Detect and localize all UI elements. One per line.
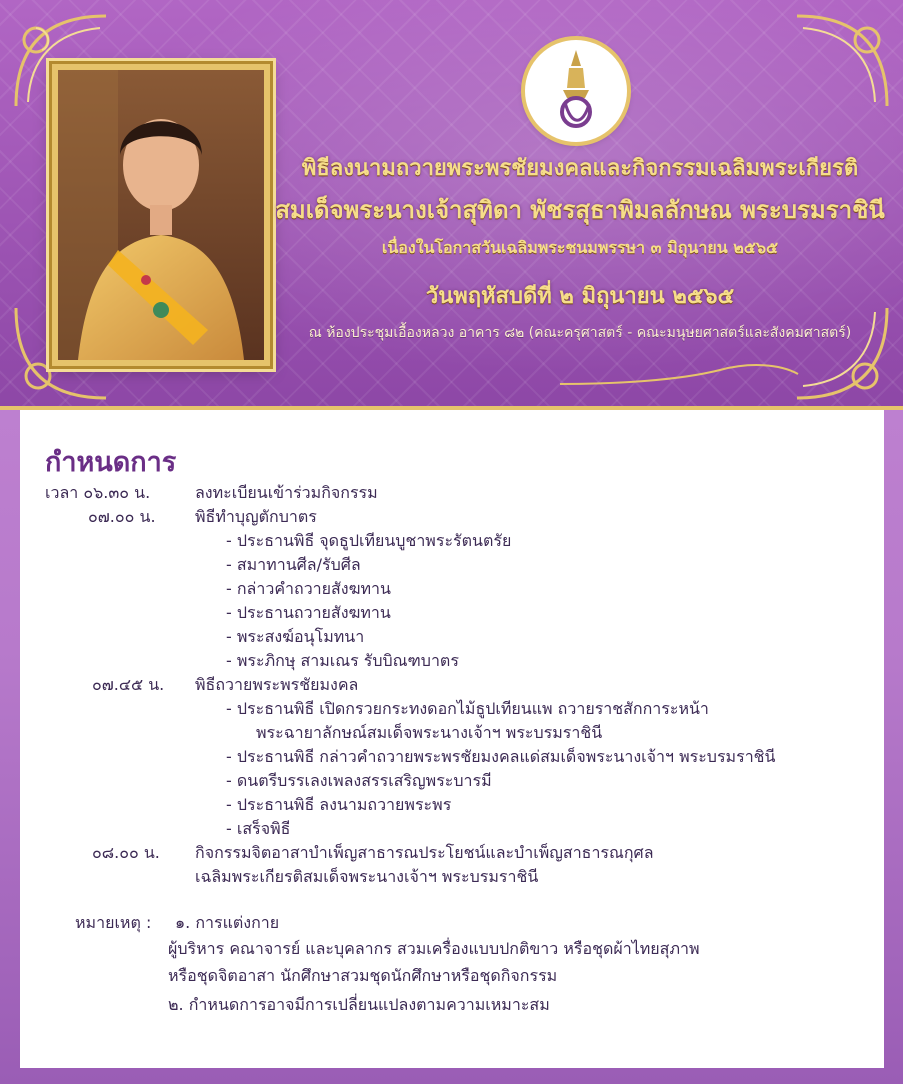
schedule-heading: กำหนดการ [45, 447, 177, 478]
ornament-bottom-right-icon [777, 298, 897, 408]
notes-label: หมายเหตุ : [75, 913, 152, 932]
ornament-top-right-icon [777, 6, 897, 116]
row-text: - ประธานพิธี ลงนามถวายพระพร [226, 795, 452, 814]
row-text: - ดนตรีบรรเลงเพลงสรรเสริญพระบารมี [226, 771, 492, 790]
row-text: เฉลิมพระเกียรติสมเด็จพระนางเจ้าฯ พระบรมราชินี [195, 867, 539, 886]
queen-name: สมเด็จพระนางเจ้าสุทิดา พัชรสุธาพิมลลักษณ พระบรมราชินี [275, 196, 885, 224]
row-text: - ประธานถวายสังฆทาน [226, 603, 391, 622]
royal-emblem [525, 40, 627, 142]
event-date: วันพฤหัสบดีที่ ๒ มิถุนายน ๒๕๖๕ [425, 284, 735, 309]
portrait-frame [52, 64, 270, 366]
row-time: ๐๘.๐๐ น. [92, 843, 160, 862]
schedule-list [20, 410, 884, 1068]
row-text: พิธีถวายพระพรชัยมงคล [195, 675, 359, 694]
row-text: - พระสงฆ์อนุโมทนา [226, 627, 365, 646]
row-time: ๐๗.๔๕ น. [92, 675, 165, 694]
row-time: เวลา ๐๖.๓๐ น. [45, 483, 151, 502]
row-text: กิจกรรมจิตอาสาบำเพ็ญสาธารณประโยชน์และบำเพ็ญสาธารณกุศล [195, 843, 654, 862]
ceremony-title: พิธีลงนามถวายพระพรชัยมงคลและกิจกรรมเฉลิมพระเกียรติ [301, 156, 859, 181]
note-line: ผู้บริหาร คณาจารย์ และบุคลากร สวมเครื่องแบบปกติขาว หรือชุดผ้าไทยสุภาพ [168, 939, 700, 958]
note-item: ๒. กำหนดการอาจมีการเปลี่ยนแปลงตามความเหมาะสม [168, 995, 550, 1014]
row-text: - ประธานพิธี จุดธูปเทียนบูชาพระรัตนตรัย [226, 531, 512, 550]
header-banner [0, 0, 903, 410]
row-text: พระฉายาลักษณ์สมเด็จพระนางเจ้าฯ พระบรมราชินี [256, 723, 603, 742]
occasion-text: เนื่องในโอกาสวันเฉลิมพระชนมพรรษา ๓ มิถุนายน ๒๕๖๕ [381, 238, 779, 257]
schedule-card [20, 410, 884, 1068]
row-text: - พระภิกษุ สามเณร รับบิณฑบาตร [226, 651, 459, 670]
row-text: - สมาทานศีล/รับศีล [226, 555, 361, 574]
royal-cipher-emblem-icon [525, 40, 627, 142]
row-time: ๐๗.๐๐ น. [88, 507, 156, 526]
row-text: - ประธานพิธี กล่าวคำถวายพระพรชัยมงคลแด่สมเด็จพระนางเจ้าฯ พระบรมราชินี [226, 747, 776, 766]
venue-text: ณ ห้องประชุมเอื้องหลวง อาคาร ๘๒ (คณะครุศาสตร์ - คณะมนุษยศาสตร์และสังคมศาสตร์) [308, 325, 852, 341]
note-line: หรือชุดจิตอาสา นักศึกษาสวมชุดนักศึกษาหรือชุดกิจกรรม [168, 966, 558, 985]
row-text: พิธีทำบุญตักบาตร [195, 507, 317, 526]
row-text: - เสร็จพิธี [226, 819, 291, 838]
royal-portrait-icon [58, 70, 264, 360]
ornament-line-icon [560, 360, 800, 390]
row-text: - ประธานพิธี เปิดกรวยกระทงดอกไม้ธูปเทียนแพ ถวายราชสักการะหน้า [226, 699, 709, 718]
note-item-title: ๑. การแต่งกาย [175, 913, 280, 932]
row-text: ลงทะเบียนเข้าร่วมกิจกรรม [195, 483, 378, 502]
row-text: - กล่าวคำถวายสังฆทาน [226, 579, 391, 598]
